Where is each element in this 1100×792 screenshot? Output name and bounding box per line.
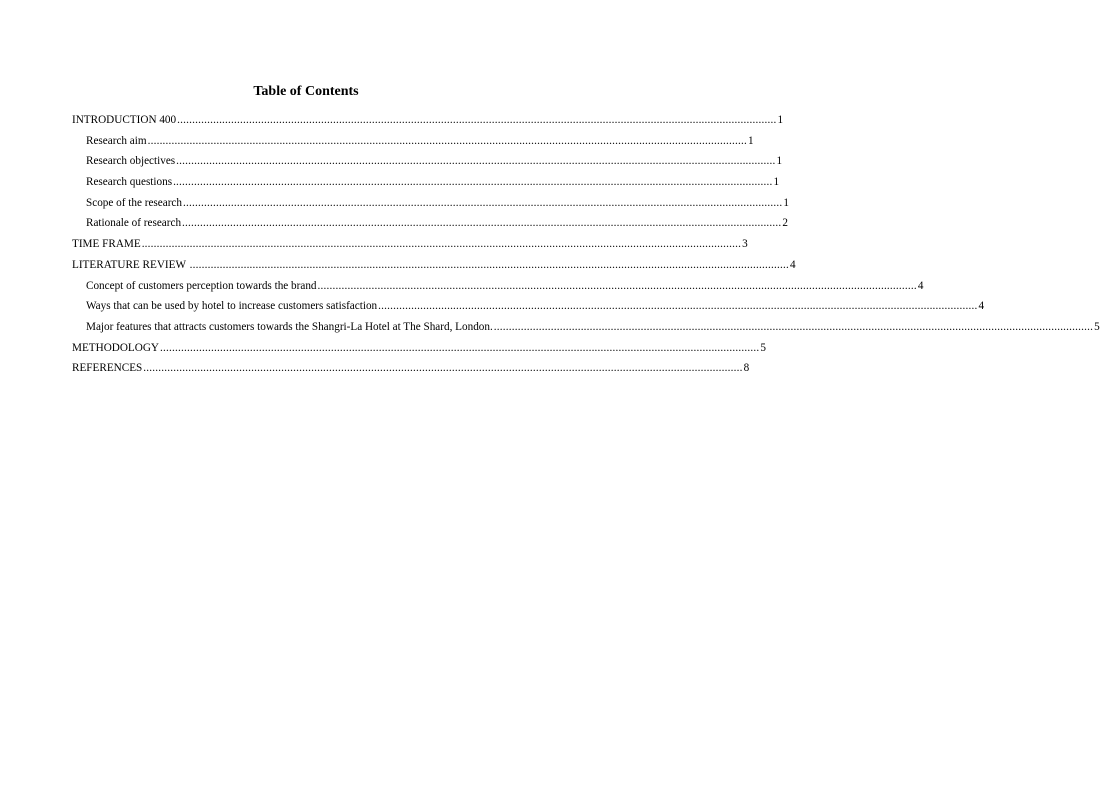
toc-entry-page: 1 [773, 176, 780, 189]
toc-entry-time-frame[interactable] [72, 237, 748, 258]
toc-entry-page: 5 [1094, 320, 1100, 333]
toc-dot-leader: ........................................................................................................................................................................................................ [378, 300, 978, 313]
toc-entry-methodology[interactable] [72, 341, 766, 362]
toc-dot-leader: ........................................................................................................................................................................................................ [177, 114, 777, 126]
toc-entry-label: Rationale of research [86, 217, 182, 230]
toc-entry-page: 1 [783, 196, 789, 209]
toc-entry-introduction[interactable] [72, 113, 784, 134]
toc-dot-leader: ........................................................................................................................................................................................................ [143, 362, 743, 375]
toc-entry-research-aim[interactable] [72, 134, 754, 155]
toc-entry-label: INTRODUCTION 400 [72, 114, 177, 126]
toc-entry-scope-of-research[interactable] [72, 196, 789, 217]
toc-dot-leader: ........................................................................................................................................................................................................ [147, 134, 747, 147]
toc-entry-page: 4 [978, 300, 985, 313]
toc-dot-leader: ........................................................................................................................................................................................................ [493, 320, 1094, 333]
toc-entry-label: REFERENCES [72, 362, 143, 375]
toc-entry-label: TIME FRAME [72, 238, 141, 251]
toc-entry-research-objectives[interactable] [72, 154, 783, 175]
toc-title: Table of Contents [253, 84, 359, 99]
toc-entry-page: 8 [743, 362, 750, 375]
toc-entry-label: Research questions [86, 176, 173, 189]
toc-entry-page: 1 [776, 155, 783, 168]
toc-entry-page: 1 [747, 134, 754, 147]
toc-entry-rationale-of-research[interactable] [72, 216, 789, 237]
toc-dot-leader: ........................................................................................................................................................................................................ [182, 196, 783, 209]
toc-entry-label: Research objectives [86, 155, 176, 168]
toc-entry-page: 3 [742, 238, 748, 251]
toc-dot-leader: ........................................................................................................................................................................................................ [182, 217, 782, 230]
toc-entry-page: 4 [790, 258, 796, 271]
toc-dot-leader: ........................................................................................................................................................................................................ [160, 341, 760, 354]
toc-list [72, 113, 1100, 382]
toc-dot-leader: ........................................................................................................................................................................................................ [317, 279, 917, 292]
toc-entry-literature-review[interactable] [72, 258, 796, 279]
toc-entry-page: 5 [760, 341, 766, 354]
toc-dot-leader: ........................................................................................................................................................................................................ [141, 238, 742, 251]
toc-entry-research-questions[interactable] [72, 175, 780, 196]
toc-entry-page: 4 [917, 279, 924, 292]
toc-entry-label: Concept of customers perception towards the brand [86, 279, 317, 292]
toc-entry-label: Major features that attracts customers towards the Shangri-La Hotel at The Shard, London. [86, 320, 493, 333]
toc-dot-leader: ........................................................................................................................................................................................................ [173, 176, 773, 189]
toc-entry-page: 1 [777, 114, 784, 126]
toc-entry-customer-perception[interactable] [72, 279, 924, 300]
toc-entry-label: Scope of the research [86, 196, 182, 209]
toc-entry-major-features[interactable] [72, 320, 1100, 341]
toc-entry-label: LITERATURE REVIEW [72, 258, 189, 271]
toc-entry-references[interactable] [72, 361, 750, 382]
toc-entry-page: 2 [782, 217, 789, 230]
toc-dot-leader: ........................................................................................................................................................................................................ [189, 258, 789, 271]
toc-dot-leader: ........................................................................................................................................................................................................ [176, 155, 776, 168]
toc-entry-label: Ways that can be used by hotel to increase customers satisfaction [86, 300, 378, 313]
toc-entry-customer-satisfaction[interactable] [72, 299, 985, 320]
toc-entry-label: METHODOLOGY [72, 341, 160, 354]
toc-entry-label: Research aim [86, 134, 147, 147]
